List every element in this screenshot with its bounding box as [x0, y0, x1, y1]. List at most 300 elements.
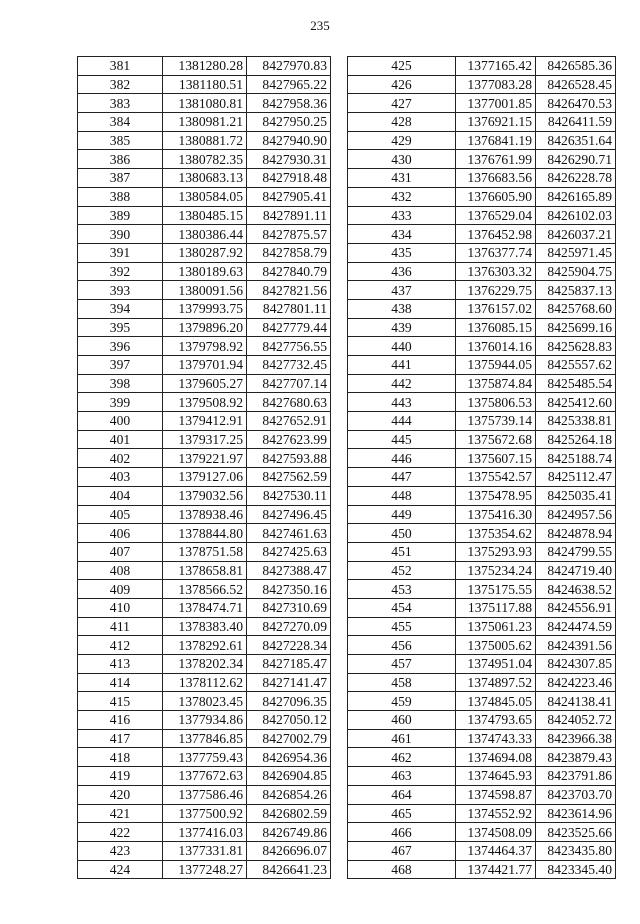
table-row — [348, 729, 616, 748]
x-coordinate-cell: 1380981.21 — [163, 113, 247, 132]
table-row — [78, 785, 331, 804]
y-coordinate-cell: 8425485.54 — [536, 374, 616, 393]
point-number-cell: 417 — [78, 729, 163, 748]
y-coordinate-cell: 8427680.63 — [247, 393, 331, 412]
x-coordinate-cell: 1374421.77 — [456, 860, 536, 879]
point-number-cell: 412 — [78, 636, 163, 655]
y-coordinate-cell: 8425628.83 — [536, 337, 616, 356]
table-row — [348, 75, 616, 94]
table-row — [348, 711, 616, 730]
x-coordinate-cell: 1378112.62 — [163, 673, 247, 692]
x-coordinate-cell: 1376229.75 — [456, 281, 536, 300]
point-number-cell: 422 — [78, 823, 163, 842]
y-coordinate-cell: 8424223.46 — [536, 673, 616, 692]
table-row — [78, 243, 331, 262]
point-number-cell: 455 — [348, 617, 456, 636]
point-number-cell: 446 — [348, 449, 456, 468]
x-coordinate-cell: 1377759.43 — [163, 748, 247, 767]
point-number-cell: 388 — [78, 187, 163, 206]
point-number-cell: 391 — [78, 243, 163, 262]
x-coordinate-cell: 1380584.05 — [163, 187, 247, 206]
x-coordinate-cell: 1378202.34 — [163, 655, 247, 674]
y-coordinate-cell: 8423435.80 — [536, 841, 616, 860]
y-coordinate-cell: 8425412.60 — [536, 393, 616, 412]
table-row — [78, 468, 331, 487]
y-coordinate-cell: 8427050.12 — [247, 711, 331, 730]
point-number-cell: 438 — [348, 299, 456, 318]
x-coordinate-cell: 1380287.92 — [163, 243, 247, 262]
x-coordinate-cell: 1377586.46 — [163, 785, 247, 804]
y-coordinate-cell: 8424878.94 — [536, 524, 616, 543]
point-number-cell: 456 — [348, 636, 456, 655]
y-coordinate-cell: 8425188.74 — [536, 449, 616, 468]
point-number-cell: 420 — [78, 785, 163, 804]
point-number-cell: 465 — [348, 804, 456, 823]
x-coordinate-cell: 1375542.57 — [456, 468, 536, 487]
y-coordinate-cell: 8427875.57 — [247, 225, 331, 244]
table-row — [78, 393, 331, 412]
y-coordinate-cell: 8423703.70 — [536, 785, 616, 804]
x-coordinate-cell: 1375478.95 — [456, 486, 536, 505]
x-coordinate-cell: 1376157.02 — [456, 299, 536, 318]
table-row — [78, 692, 331, 711]
table-row — [78, 505, 331, 524]
x-coordinate-cell: 1374464.37 — [456, 841, 536, 860]
table-row — [348, 243, 616, 262]
point-number-cell: 394 — [78, 299, 163, 318]
table-row — [78, 580, 331, 599]
table-row — [78, 225, 331, 244]
x-coordinate-cell: 1379798.92 — [163, 337, 247, 356]
table-row — [78, 131, 331, 150]
y-coordinate-cell: 8426528.45 — [536, 75, 616, 94]
x-coordinate-cell: 1375117.88 — [456, 598, 536, 617]
table-row — [78, 57, 331, 76]
y-coordinate-cell: 8425035.41 — [536, 486, 616, 505]
y-coordinate-cell: 8427388.47 — [247, 561, 331, 580]
y-coordinate-cell: 8427970.83 — [247, 57, 331, 76]
point-number-cell: 390 — [78, 225, 163, 244]
y-coordinate-cell: 8426696.07 — [247, 841, 331, 860]
table-row — [78, 281, 331, 300]
y-coordinate-cell: 8427141.47 — [247, 673, 331, 692]
table-row — [78, 374, 331, 393]
y-coordinate-cell: 8427950.25 — [247, 113, 331, 132]
x-coordinate-cell: 1376452.98 — [456, 225, 536, 244]
point-number-cell: 467 — [348, 841, 456, 860]
table-row — [348, 468, 616, 487]
x-coordinate-cell: 1380189.63 — [163, 262, 247, 281]
point-number-cell: 425 — [348, 57, 456, 76]
y-coordinate-cell: 8425557.62 — [536, 356, 616, 375]
point-number-cell: 431 — [348, 169, 456, 188]
point-number-cell: 384 — [78, 113, 163, 132]
x-coordinate-cell: 1374793.65 — [456, 711, 536, 730]
y-coordinate-cell: 8427652.91 — [247, 412, 331, 431]
table-row — [78, 542, 331, 561]
point-number-cell: 382 — [78, 75, 163, 94]
table-row — [78, 636, 331, 655]
table-row — [348, 299, 616, 318]
table-row — [78, 94, 331, 113]
table-row — [78, 206, 331, 225]
table-row — [348, 673, 616, 692]
y-coordinate-cell: 8424391.56 — [536, 636, 616, 655]
point-number-cell: 450 — [348, 524, 456, 543]
y-coordinate-cell: 8423791.86 — [536, 767, 616, 786]
point-number-cell: 458 — [348, 673, 456, 692]
x-coordinate-cell: 1376921.15 — [456, 113, 536, 132]
table-row — [348, 804, 616, 823]
point-number-cell: 462 — [348, 748, 456, 767]
point-number-cell: 392 — [78, 262, 163, 281]
point-number-cell: 449 — [348, 505, 456, 524]
point-number-cell: 432 — [348, 187, 456, 206]
y-coordinate-cell: 8425971.45 — [536, 243, 616, 262]
x-coordinate-cell: 1374508.09 — [456, 823, 536, 842]
point-number-cell: 464 — [348, 785, 456, 804]
x-coordinate-cell: 1377500.92 — [163, 804, 247, 823]
x-coordinate-cell: 1381080.81 — [163, 94, 247, 113]
table-row — [78, 673, 331, 692]
point-number-cell: 409 — [78, 580, 163, 599]
x-coordinate-cell: 1375806.53 — [456, 393, 536, 412]
x-coordinate-cell: 1378566.52 — [163, 580, 247, 599]
point-number-cell: 395 — [78, 318, 163, 337]
y-coordinate-cell: 8427821.56 — [247, 281, 331, 300]
x-coordinate-cell: 1374897.52 — [456, 673, 536, 692]
y-coordinate-cell: 8427940.90 — [247, 131, 331, 150]
x-coordinate-cell: 1375005.62 — [456, 636, 536, 655]
x-coordinate-cell: 1380683.13 — [163, 169, 247, 188]
x-coordinate-cell: 1377083.28 — [456, 75, 536, 94]
x-coordinate-cell: 1375293.93 — [456, 542, 536, 561]
table-row — [78, 561, 331, 580]
table-row — [348, 57, 616, 76]
table-row — [348, 113, 616, 132]
x-coordinate-cell: 1380782.35 — [163, 150, 247, 169]
x-coordinate-cell: 1376303.32 — [456, 262, 536, 281]
table-row — [348, 131, 616, 150]
point-number-cell: 403 — [78, 468, 163, 487]
point-number-cell: 453 — [348, 580, 456, 599]
table-row — [78, 187, 331, 206]
y-coordinate-cell: 8426411.59 — [536, 113, 616, 132]
point-number-cell: 413 — [78, 655, 163, 674]
table-row — [348, 785, 616, 804]
x-coordinate-cell: 1374552.92 — [456, 804, 536, 823]
x-coordinate-cell: 1374598.87 — [456, 785, 536, 804]
y-coordinate-cell: 8427096.35 — [247, 692, 331, 711]
x-coordinate-cell: 1376605.90 — [456, 187, 536, 206]
point-number-cell: 404 — [78, 486, 163, 505]
y-coordinate-cell: 8427593.88 — [247, 449, 331, 468]
y-coordinate-cell: 8427002.79 — [247, 729, 331, 748]
point-number-cell: 441 — [348, 356, 456, 375]
y-coordinate-cell: 8425699.16 — [536, 318, 616, 337]
y-coordinate-cell: 8427801.11 — [247, 299, 331, 318]
table-row — [348, 617, 616, 636]
x-coordinate-cell: 1377248.27 — [163, 860, 247, 879]
table-row — [78, 617, 331, 636]
point-number-cell: 433 — [348, 206, 456, 225]
x-coordinate-cell: 1374845.05 — [456, 692, 536, 711]
table-row — [348, 150, 616, 169]
y-coordinate-cell: 8423879.43 — [536, 748, 616, 767]
x-coordinate-cell: 1376841.19 — [456, 131, 536, 150]
point-number-cell: 416 — [78, 711, 163, 730]
point-number-cell: 408 — [78, 561, 163, 580]
table-row — [348, 393, 616, 412]
x-coordinate-cell: 1378658.81 — [163, 561, 247, 580]
point-number-cell: 459 — [348, 692, 456, 711]
point-number-cell: 399 — [78, 393, 163, 412]
point-number-cell: 386 — [78, 150, 163, 169]
x-coordinate-cell: 1379993.75 — [163, 299, 247, 318]
table-row — [78, 169, 331, 188]
point-number-cell: 410 — [78, 598, 163, 617]
y-coordinate-cell: 8426585.36 — [536, 57, 616, 76]
y-coordinate-cell: 8424799.55 — [536, 542, 616, 561]
point-number-cell: 414 — [78, 673, 163, 692]
y-coordinate-cell: 8427905.41 — [247, 187, 331, 206]
x-coordinate-cell: 1379221.97 — [163, 449, 247, 468]
point-number-cell: 405 — [78, 505, 163, 524]
point-number-cell: 463 — [348, 767, 456, 786]
y-coordinate-cell: 8427228.34 — [247, 636, 331, 655]
y-coordinate-cell: 8425264.18 — [536, 430, 616, 449]
point-number-cell: 400 — [78, 412, 163, 431]
y-coordinate-cell: 8427891.11 — [247, 206, 331, 225]
table-row — [348, 262, 616, 281]
point-number-cell: 398 — [78, 374, 163, 393]
coordinates-table-right — [347, 56, 616, 879]
y-coordinate-cell: 8427930.31 — [247, 150, 331, 169]
y-coordinate-cell: 8426749.86 — [247, 823, 331, 842]
table-row — [348, 580, 616, 599]
table-row — [78, 767, 331, 786]
y-coordinate-cell: 8423525.66 — [536, 823, 616, 842]
x-coordinate-cell: 1375607.15 — [456, 449, 536, 468]
x-coordinate-cell: 1378023.45 — [163, 692, 247, 711]
y-coordinate-cell: 8424638.52 — [536, 580, 616, 599]
point-number-cell: 444 — [348, 412, 456, 431]
table-row — [348, 281, 616, 300]
table-row — [78, 430, 331, 449]
y-coordinate-cell: 8426854.26 — [247, 785, 331, 804]
x-coordinate-cell: 1375061.23 — [456, 617, 536, 636]
x-coordinate-cell: 1374743.33 — [456, 729, 536, 748]
table-row — [78, 655, 331, 674]
x-coordinate-cell: 1379605.27 — [163, 374, 247, 393]
x-coordinate-cell: 1381280.28 — [163, 57, 247, 76]
x-coordinate-cell: 1380386.44 — [163, 225, 247, 244]
x-coordinate-cell: 1377846.85 — [163, 729, 247, 748]
y-coordinate-cell: 8427732.45 — [247, 356, 331, 375]
table-row — [348, 449, 616, 468]
y-coordinate-cell: 8427185.47 — [247, 655, 331, 674]
table-row — [348, 374, 616, 393]
y-coordinate-cell: 8427562.59 — [247, 468, 331, 487]
table-row — [348, 94, 616, 113]
point-number-cell: 442 — [348, 374, 456, 393]
y-coordinate-cell: 8424957.56 — [536, 505, 616, 524]
x-coordinate-cell: 1379032.56 — [163, 486, 247, 505]
table-row — [348, 655, 616, 674]
point-number-cell: 411 — [78, 617, 163, 636]
y-coordinate-cell: 8426290.71 — [536, 150, 616, 169]
table-row — [78, 356, 331, 375]
x-coordinate-cell: 1376014.16 — [456, 337, 536, 356]
table-row — [348, 823, 616, 842]
table-row — [348, 598, 616, 617]
y-coordinate-cell: 8427310.69 — [247, 598, 331, 617]
x-coordinate-cell: 1375354.62 — [456, 524, 536, 543]
x-coordinate-cell: 1379412.91 — [163, 412, 247, 431]
table-row — [78, 524, 331, 543]
y-coordinate-cell: 8424719.40 — [536, 561, 616, 580]
y-coordinate-cell: 8427623.99 — [247, 430, 331, 449]
y-coordinate-cell: 8427858.79 — [247, 243, 331, 262]
x-coordinate-cell: 1374694.08 — [456, 748, 536, 767]
x-coordinate-cell: 1375874.84 — [456, 374, 536, 393]
table-row — [348, 430, 616, 449]
point-number-cell: 447 — [348, 468, 456, 487]
y-coordinate-cell: 8426228.78 — [536, 169, 616, 188]
y-coordinate-cell: 8424556.91 — [536, 598, 616, 617]
x-coordinate-cell: 1376761.99 — [456, 150, 536, 169]
table-row — [78, 823, 331, 842]
table-row — [348, 486, 616, 505]
table-row — [78, 412, 331, 431]
y-coordinate-cell: 8427918.48 — [247, 169, 331, 188]
table-row — [78, 711, 331, 730]
point-number-cell: 448 — [348, 486, 456, 505]
table-row — [78, 804, 331, 823]
x-coordinate-cell: 1378474.71 — [163, 598, 247, 617]
y-coordinate-cell: 8424052.72 — [536, 711, 616, 730]
table-row — [348, 169, 616, 188]
x-coordinate-cell: 1380091.56 — [163, 281, 247, 300]
point-number-cell: 440 — [348, 337, 456, 356]
point-number-cell: 415 — [78, 692, 163, 711]
y-coordinate-cell: 8426641.23 — [247, 860, 331, 879]
point-number-cell: 437 — [348, 281, 456, 300]
y-coordinate-cell: 8426165.89 — [536, 187, 616, 206]
x-coordinate-cell: 1375739.14 — [456, 412, 536, 431]
table-row — [348, 187, 616, 206]
y-coordinate-cell: 8427707.14 — [247, 374, 331, 393]
table-row — [78, 262, 331, 281]
point-number-cell: 424 — [78, 860, 163, 879]
x-coordinate-cell: 1374645.93 — [456, 767, 536, 786]
y-coordinate-cell: 8427958.36 — [247, 94, 331, 113]
table-row — [348, 318, 616, 337]
point-number-cell: 466 — [348, 823, 456, 842]
point-number-cell: 452 — [348, 561, 456, 580]
point-number-cell: 397 — [78, 356, 163, 375]
table-row — [78, 729, 331, 748]
table-row — [348, 356, 616, 375]
x-coordinate-cell: 1377672.63 — [163, 767, 247, 786]
point-number-cell: 407 — [78, 542, 163, 561]
table-row — [348, 337, 616, 356]
x-coordinate-cell: 1378383.40 — [163, 617, 247, 636]
x-coordinate-cell: 1377416.03 — [163, 823, 247, 842]
point-number-cell: 436 — [348, 262, 456, 281]
table-row — [348, 748, 616, 767]
table-row — [78, 318, 331, 337]
table-row — [348, 841, 616, 860]
point-number-cell: 443 — [348, 393, 456, 412]
y-coordinate-cell: 8426954.36 — [247, 748, 331, 767]
point-number-cell: 439 — [348, 318, 456, 337]
page-number: 235 — [310, 18, 330, 33]
x-coordinate-cell: 1379896.20 — [163, 318, 247, 337]
table-row — [348, 206, 616, 225]
y-coordinate-cell: 8427425.63 — [247, 542, 331, 561]
table-row — [78, 113, 331, 132]
point-number-cell: 385 — [78, 131, 163, 150]
table-row — [78, 841, 331, 860]
point-number-cell: 460 — [348, 711, 456, 730]
point-number-cell: 401 — [78, 430, 163, 449]
y-coordinate-cell: 8425837.13 — [536, 281, 616, 300]
table-row — [78, 598, 331, 617]
x-coordinate-cell: 1379508.92 — [163, 393, 247, 412]
table-row — [78, 860, 331, 879]
point-number-cell: 426 — [348, 75, 456, 94]
table-row — [78, 337, 331, 356]
y-coordinate-cell: 8427496.45 — [247, 505, 331, 524]
y-coordinate-cell: 8426470.53 — [536, 94, 616, 113]
y-coordinate-cell: 8424474.59 — [536, 617, 616, 636]
x-coordinate-cell: 1376085.15 — [456, 318, 536, 337]
point-number-cell: 428 — [348, 113, 456, 132]
y-coordinate-cell: 8426802.59 — [247, 804, 331, 823]
x-coordinate-cell: 1377165.42 — [456, 57, 536, 76]
y-coordinate-cell: 8427840.79 — [247, 262, 331, 281]
x-coordinate-cell: 1380485.15 — [163, 206, 247, 225]
y-coordinate-cell: 8423345.40 — [536, 860, 616, 879]
table-row — [78, 299, 331, 318]
point-number-cell: 381 — [78, 57, 163, 76]
point-number-cell: 429 — [348, 131, 456, 150]
x-coordinate-cell: 1375416.30 — [456, 505, 536, 524]
point-number-cell: 430 — [348, 150, 456, 169]
point-number-cell: 461 — [348, 729, 456, 748]
x-coordinate-cell: 1379317.25 — [163, 430, 247, 449]
table-row — [348, 692, 616, 711]
point-number-cell: 454 — [348, 598, 456, 617]
table-row — [348, 524, 616, 543]
x-coordinate-cell: 1375234.24 — [456, 561, 536, 580]
point-number-cell: 393 — [78, 281, 163, 300]
y-coordinate-cell: 8425904.75 — [536, 262, 616, 281]
point-number-cell: 468 — [348, 860, 456, 879]
table-row — [348, 767, 616, 786]
y-coordinate-cell: 8426102.03 — [536, 206, 616, 225]
point-number-cell: 402 — [78, 449, 163, 468]
table-row — [78, 449, 331, 468]
table-row — [348, 505, 616, 524]
y-coordinate-cell: 8423966.38 — [536, 729, 616, 748]
y-coordinate-cell: 8424138.41 — [536, 692, 616, 711]
x-coordinate-cell: 1377331.81 — [163, 841, 247, 860]
x-coordinate-cell: 1375944.05 — [456, 356, 536, 375]
x-coordinate-cell: 1374951.04 — [456, 655, 536, 674]
x-coordinate-cell: 1380881.72 — [163, 131, 247, 150]
